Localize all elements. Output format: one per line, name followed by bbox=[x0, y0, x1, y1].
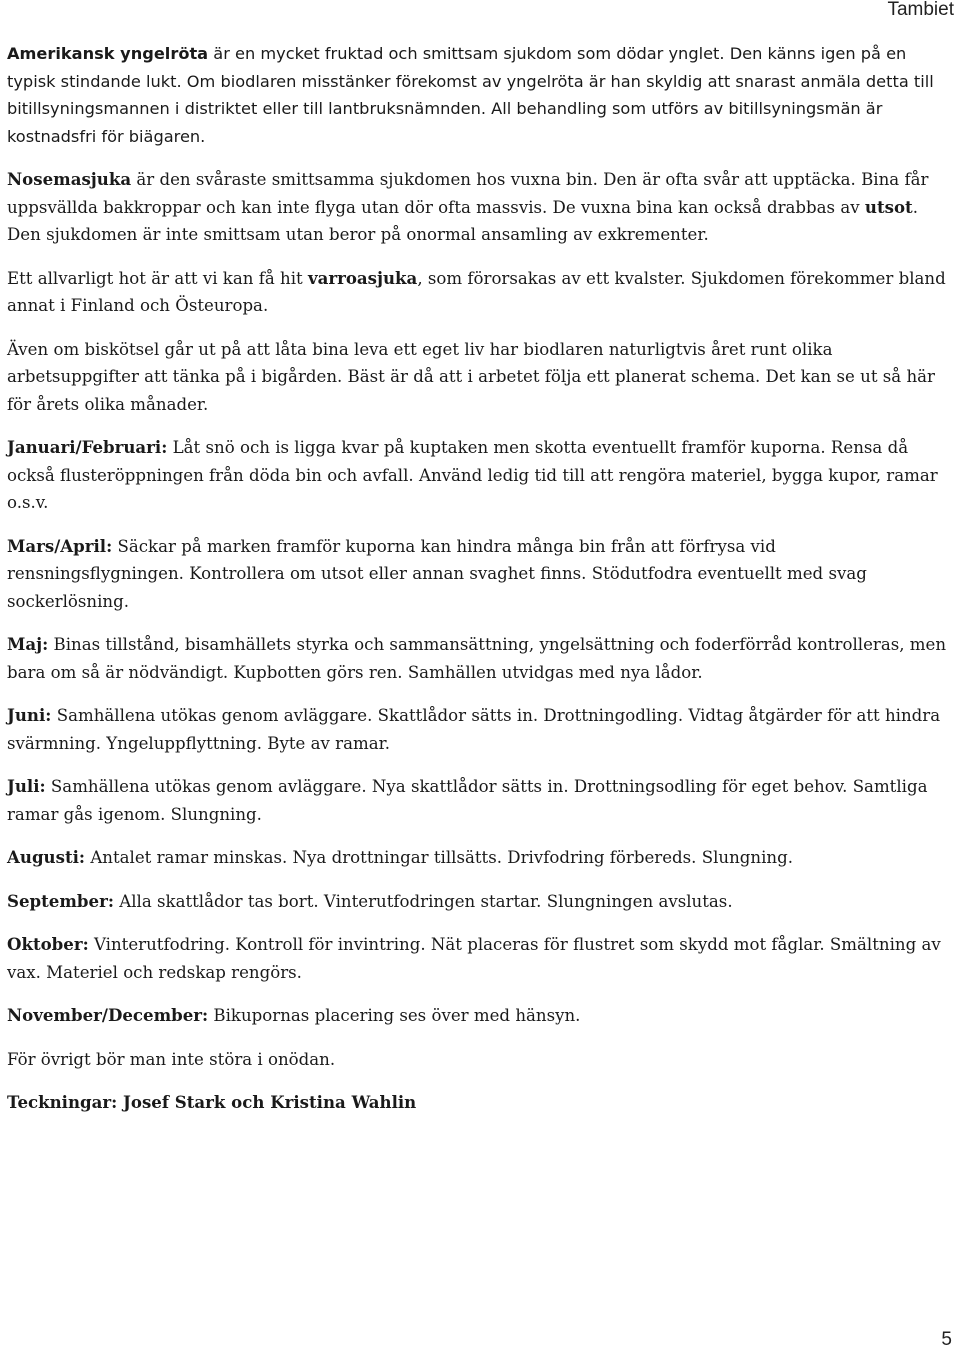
bold-term: Oktober: bbox=[7, 934, 89, 954]
bold-term: September: bbox=[7, 890, 114, 911]
body-text: är den svåraste smittsamma sjukdomen hos vuxna bin. Den är ofta svår att upptäcka. Bina får uppsvällda bakkroppar och kan inte flyga utan dör ofta massvis. De vuxna bina kan också drabbas av bbox=[7, 170, 929, 217]
body-text: Binas tillstånd, bisamhällets styrka och sammansättning, yngelsättning och foderförråd kontrolleras, men bara om så är nödvändigt. Kupbotten görs ren. Samhällen utvidgas med nya lådor. bbox=[7, 635, 947, 682]
body-text: Även om biskötsel går ut på att låta bina leva ett eget liv har biodlaren naturligtvis året runt olika arbetsuppgifter att tänka på i bigården. Bäst är då att i arbetet följa ett planerat schema. Det kan se ut så här för årets olika månader. bbox=[7, 339, 935, 414]
paragraph-maj bbox=[7, 631, 955, 686]
paragraph-nov-dec bbox=[7, 1002, 955, 1030]
body-text: Låt snö och is ligga kvar på kuptaken men skotta eventuellt framför kuporna. Rensa då också flusteröppningen från döda bin och avfall. Använd ledig tid till att rengöra materiel, bygga kupor, ramar o.s.v. bbox=[7, 438, 938, 512]
body-text: Säckar på marken framför kuporna kan hindra många bin från att förfrysa vid rensningsflygningen. Kontrollera om utsot eller annan svaghet finns. Stödutfodra eventuellt med svag sockerlösning. bbox=[7, 536, 867, 611]
body-text: Samhällena utökas genom avläggare. Skattlådor sätts in. Drottningodling. Vidtag åtgärder för att hindra svärmning. Yngeluppflyttning. Byte av ramar. bbox=[7, 706, 941, 753]
body-text: är en mycket fruktad och smittsam sjukdom som dödar ynglet. Den känns igen på en typisk stindande lukt. Om biodlaren misstänker förekomst av yngelröta är han skyldig att snarast anmäla detta till bitillsyningsmannen i distriktet eller till lantbruksnämnden. All behandling som utförs av bitillsyningsmän är kostnadsfri för biägaren. bbox=[7, 44, 934, 146]
bold-term: varroasjuka bbox=[307, 267, 418, 288]
paragraph-teckningar bbox=[7, 1089, 955, 1117]
paragraph-juni bbox=[7, 702, 955, 757]
body-text: Vinterutfodring. Kontroll för invintring. Nät placeras för flustret som skydd mot fåglar. Smältning av vax. Materiel och redskap rengörs. bbox=[7, 935, 941, 982]
body-text: Samhällena utökas genom avläggare. Nya skattlådor sätts in. Drottningsodling för eget behov. Samtliga ramar gås igenom. Slungning. bbox=[7, 777, 928, 824]
paragraph-bigarden bbox=[7, 336, 955, 419]
paragraph-jan-feb bbox=[7, 434, 955, 517]
paragraph-yngelrota bbox=[7, 40, 955, 150]
bold-term: Januari/Februari: bbox=[7, 437, 168, 457]
paragraph-oktober bbox=[7, 931, 955, 986]
paragraph-varroasjuka bbox=[7, 265, 955, 320]
paragraph-mar-apr bbox=[7, 533, 955, 616]
body-text: Alla skattlådor tas bort. Vinterutfodringen startar. Slungningen avslutas. bbox=[113, 891, 733, 911]
body-text: . Den sjukdomen är inte smittsam utan beror på onormal ansamling av exkrementer. bbox=[7, 197, 918, 244]
paragraph-september bbox=[7, 888, 955, 916]
paragraph-ovrigt bbox=[7, 1046, 955, 1074]
bold-term: utsot bbox=[864, 196, 913, 217]
body-text: Antalet ramar minskas. Nya drottningar tillsätts. Drivfodring förbereds. Slungning. bbox=[85, 848, 793, 867]
paragraph-nosemasjuka bbox=[7, 166, 955, 249]
body-text: , som förorsakas av ett kvalster. Sjukdomen förekommer bland annat i Finland och Östeuropa. bbox=[7, 268, 946, 315]
bold-term: Amerikansk yngelröta bbox=[7, 44, 209, 63]
bold-term: Juni: bbox=[7, 705, 52, 725]
document-body bbox=[7, 40, 955, 1133]
bold-term: Augusti: bbox=[7, 847, 86, 867]
body-text: Bikupornas placering ses över med hänsyn. bbox=[208, 1006, 581, 1025]
page-number: 5 bbox=[941, 1329, 952, 1350]
body-text: Ett allvarligt hot är att vi kan få hit bbox=[7, 268, 308, 288]
running-header: Tambiet bbox=[887, 0, 954, 20]
bold-term: Juli: bbox=[7, 776, 46, 796]
body-text: För övrigt bör man inte störa i onödan. bbox=[7, 1049, 336, 1069]
paragraph-augusti bbox=[7, 844, 955, 872]
paragraph-juli bbox=[7, 773, 955, 828]
bold-term: Mars/April: bbox=[7, 535, 113, 556]
bold-term: November/December: bbox=[7, 1005, 209, 1025]
bold-term: Maj: bbox=[7, 634, 49, 654]
bold-term: Teckningar: Josef Stark och Kristina Wahlin bbox=[7, 1092, 417, 1112]
bold-term: Nosemasjuka bbox=[7, 169, 132, 189]
